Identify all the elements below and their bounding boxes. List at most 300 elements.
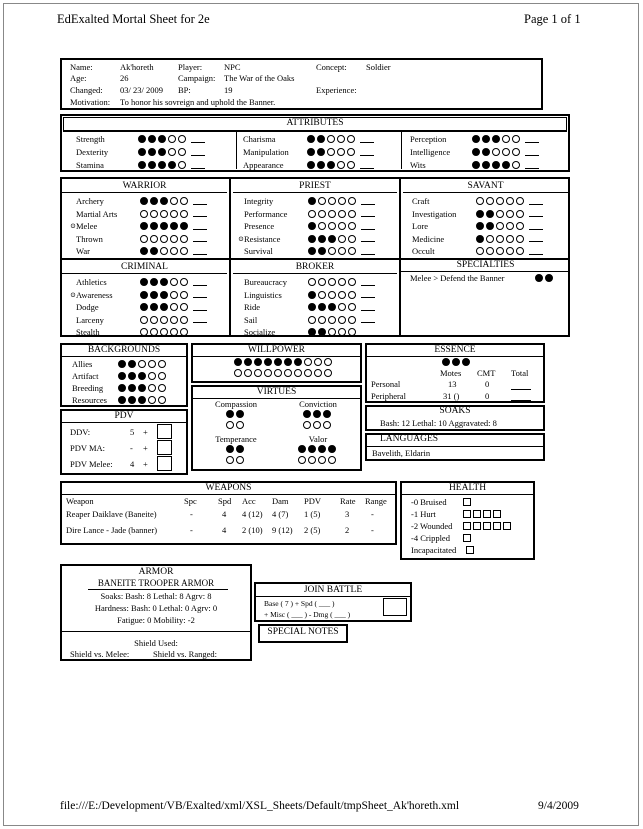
filled-dot[interactable] [150,303,158,311]
empty-dot[interactable] [338,316,346,324]
empty-dot[interactable] [158,396,166,404]
filled-dot[interactable] [140,222,148,230]
health-box[interactable] [463,498,471,506]
filled-dot[interactable] [476,222,484,230]
health-box[interactable] [483,522,491,530]
filled-dot[interactable] [472,148,480,156]
empty-dot[interactable] [160,328,168,336]
pdv-label: DDV: [70,427,91,437]
filled-dot[interactable] [318,247,326,255]
empty-dot[interactable] [318,316,326,324]
empty-dot[interactable] [492,148,500,156]
filled-dot[interactable] [462,358,470,366]
filled-dot[interactable] [307,135,315,143]
empty-dot[interactable] [486,197,494,205]
empty-dot[interactable] [328,456,336,464]
empty-dot[interactable] [158,372,166,380]
empty-dot[interactable] [348,278,356,286]
empty-dot[interactable] [348,235,356,243]
attribute-bonus-line[interactable] [191,149,205,156]
empty-dot[interactable] [324,358,332,366]
empty-dot[interactable] [338,247,346,255]
empty-dot[interactable] [170,303,178,311]
empty-dot[interactable] [274,369,282,377]
empty-dot[interactable] [284,369,292,377]
empty-dot[interactable] [516,197,524,205]
filled-dot[interactable] [244,358,252,366]
empty-dot[interactable] [148,372,156,380]
empty-dot[interactable] [348,197,356,205]
filled-dot[interactable] [545,274,553,282]
filled-dot[interactable] [160,197,168,205]
filled-dot[interactable] [318,328,326,336]
ability-bonus-line[interactable] [361,304,375,311]
empty-dot[interactable] [338,222,346,230]
empty-dot[interactable] [160,235,168,243]
filled-dot[interactable] [472,135,480,143]
ability-bonus-line[interactable] [193,329,207,336]
empty-dot[interactable] [314,358,322,366]
empty-dot[interactable] [140,235,148,243]
empty-dot[interactable] [486,247,494,255]
empty-dot[interactable] [180,210,188,218]
empty-dot[interactable] [180,197,188,205]
empty-dot[interactable] [170,197,178,205]
empty-dot[interactable] [496,197,504,205]
empty-dot[interactable] [254,369,262,377]
empty-dot[interactable] [303,421,311,429]
empty-dot[interactable] [347,161,355,169]
empty-dot[interactable] [170,328,178,336]
filled-dot[interactable] [328,303,336,311]
empty-dot[interactable] [158,384,166,392]
empty-dot[interactable] [318,278,326,286]
weapon-cell: Reaper Daiklave (Baneite) [66,509,157,519]
empty-dot[interactable] [180,291,188,299]
empty-dot[interactable] [338,328,346,336]
filled-dot[interactable] [118,396,126,404]
filled-dot[interactable] [502,161,510,169]
filled-dot[interactable] [476,210,484,218]
attribute-bonus-line[interactable] [360,136,374,143]
filled-dot[interactable] [308,291,316,299]
filled-dot[interactable] [170,222,178,230]
attribute-bonus-line[interactable] [360,162,374,169]
empty-dot[interactable] [308,456,316,464]
empty-dot[interactable] [348,222,356,230]
empty-dot[interactable] [170,278,178,286]
empty-dot[interactable] [338,278,346,286]
empty-dot[interactable] [328,278,336,286]
essence-peripheral-total-line [511,400,531,401]
filled-dot[interactable] [482,148,490,156]
empty-dot[interactable] [348,303,356,311]
empty-dot[interactable] [337,161,345,169]
filled-dot[interactable] [308,247,316,255]
filled-dot[interactable] [328,235,336,243]
empty-dot[interactable] [328,316,336,324]
empty-dot[interactable] [338,303,346,311]
ability-bonus-line[interactable] [361,329,375,336]
filled-dot[interactable] [234,358,242,366]
empty-dot[interactable] [328,210,336,218]
filled-dot[interactable] [452,358,460,366]
attribute-bonus-line[interactable] [525,149,539,156]
empty-dot[interactable] [506,247,514,255]
empty-dot[interactable] [496,222,504,230]
empty-dot[interactable] [140,210,148,218]
filled-dot[interactable] [140,197,148,205]
empty-dot[interactable] [178,135,186,143]
empty-dot[interactable] [318,210,326,218]
filled-dot[interactable] [486,222,494,230]
armor-name: BANEITE TROOPER ARMOR [97,578,215,588]
empty-dot[interactable] [486,235,494,243]
empty-dot[interactable] [502,148,510,156]
ability-row [238,301,375,313]
filled-dot[interactable] [307,148,315,156]
empty-dot[interactable] [180,328,188,336]
filled-dot[interactable] [160,278,168,286]
empty-dot[interactable] [512,161,520,169]
empty-dot[interactable] [476,197,484,205]
health-box[interactable] [483,510,491,518]
ability-bonus-line[interactable] [193,210,207,217]
filled-dot[interactable] [138,148,146,156]
filled-dot[interactable] [492,135,500,143]
filled-dot[interactable] [328,445,336,453]
empty-dot[interactable] [168,135,176,143]
empty-dot[interactable] [516,247,524,255]
ability-group-title: WARRIOR [122,181,167,191]
empty-dot[interactable] [516,222,524,230]
ability-bonus-line[interactable] [193,279,207,286]
ability-bonus-line[interactable] [193,198,207,205]
empty-dot[interactable] [476,247,484,255]
empty-dot[interactable] [140,328,148,336]
empty-dot[interactable] [496,210,504,218]
filled-dot[interactable] [118,360,126,368]
filled-dot[interactable] [140,278,148,286]
filled-dot[interactable] [303,410,311,418]
filled-dot[interactable] [308,235,316,243]
empty-dot[interactable] [170,291,178,299]
ability-bonus-line[interactable] [193,248,207,255]
weapon-cell: 4 (12) [242,509,263,519]
empty-dot[interactable] [180,247,188,255]
filled-dot[interactable] [128,372,136,380]
filled-dot[interactable] [128,384,136,392]
join-battle-total-box[interactable] [383,598,407,616]
filled-dot[interactable] [492,161,500,169]
empty-dot[interactable] [328,197,336,205]
empty-dot[interactable] [348,316,356,324]
filled-dot[interactable] [327,161,335,169]
pdv-bonus-box[interactable] [157,440,172,455]
ability-bonus-line[interactable] [361,210,375,217]
filled-dot[interactable] [318,235,326,243]
filled-dot[interactable] [236,410,244,418]
attribute-bonus-line[interactable] [525,162,539,169]
empty-dot[interactable] [264,369,272,377]
empty-dot[interactable] [328,247,336,255]
ability-row [238,195,375,207]
empty-dot[interactable] [180,303,188,311]
virtue-name: Compassion [214,399,258,409]
ability-bonus-line[interactable] [193,235,207,242]
filled-dot[interactable] [180,222,188,230]
empty-dot[interactable] [502,135,510,143]
empty-dot[interactable] [304,369,312,377]
health-box[interactable] [463,510,471,518]
empty-dot[interactable] [348,328,356,336]
empty-dot[interactable] [236,456,244,464]
empty-dot[interactable] [148,360,156,368]
empty-dot[interactable] [138,360,146,368]
filled-dot[interactable] [317,135,325,143]
filled-dot[interactable] [158,135,166,143]
filled-dot[interactable] [308,197,316,205]
filled-dot[interactable] [140,247,148,255]
health-box[interactable] [503,522,511,530]
filled-dot[interactable] [264,358,272,366]
pdv-bonus-box[interactable] [157,456,172,471]
empty-dot[interactable] [308,278,316,286]
filled-dot[interactable] [138,135,146,143]
filled-dot[interactable] [118,372,126,380]
ability-row [238,276,375,288]
empty-dot[interactable] [148,396,156,404]
empty-dot[interactable] [496,247,504,255]
empty-dot[interactable] [308,210,316,218]
empty-dot[interactable] [314,369,322,377]
empty-dot[interactable] [348,210,356,218]
empty-dot[interactable] [158,360,166,368]
filled-dot[interactable] [160,222,168,230]
empty-dot[interactable] [516,235,524,243]
empty-dot[interactable] [160,210,168,218]
health-box[interactable] [463,534,471,542]
ability-bonus-line[interactable] [361,291,375,298]
ability-bonus-line[interactable] [529,210,543,217]
ability-bonus-line[interactable] [529,248,543,255]
health-box[interactable] [493,522,501,530]
ability-bonus-line[interactable] [361,223,375,230]
empty-dot[interactable] [318,222,326,230]
ability-bonus-line[interactable] [361,316,375,323]
ability-bonus-line[interactable] [193,316,207,323]
filled-dot[interactable] [308,303,316,311]
ability-bonus-line[interactable] [361,248,375,255]
empty-dot[interactable] [244,369,252,377]
filled-dot[interactable] [308,328,316,336]
empty-dot[interactable] [298,456,306,464]
filled-dot[interactable] [318,445,326,453]
empty-dot[interactable] [328,291,336,299]
filled-dot[interactable] [150,291,158,299]
empty-dot[interactable] [180,278,188,286]
empty-dot[interactable] [318,456,326,464]
empty-dot[interactable] [140,316,148,324]
filled-dot[interactable] [482,161,490,169]
empty-dot[interactable] [324,369,332,377]
empty-dot[interactable] [180,235,188,243]
filled-dot[interactable] [284,358,292,366]
filled-dot[interactable] [118,384,126,392]
attribute-name: Stamina [76,160,104,170]
empty-dot[interactable] [506,210,514,218]
ability-bonus-line[interactable] [529,235,543,242]
filled-dot[interactable] [317,148,325,156]
empty-dot[interactable] [506,222,514,230]
filled-dot[interactable] [535,274,543,282]
empty-dot[interactable] [226,456,234,464]
filled-dot[interactable] [138,161,146,169]
empty-dot[interactable] [178,148,186,156]
empty-dot[interactable] [160,247,168,255]
empty-dot[interactable] [338,210,346,218]
empty-dot[interactable] [150,235,158,243]
filled-dot[interactable] [138,372,146,380]
empty-dot[interactable] [328,222,336,230]
ability-bonus-line[interactable] [193,291,207,298]
filled-dot[interactable] [138,384,146,392]
ability-bonus-line[interactable] [529,198,543,205]
empty-dot[interactable] [337,135,345,143]
empty-dot[interactable] [170,210,178,218]
empty-dot[interactable] [318,197,326,205]
health-box[interactable] [493,510,501,518]
filled-dot[interactable] [140,303,148,311]
empty-dot[interactable] [347,148,355,156]
attribute-bonus-line[interactable] [525,136,539,143]
filled-dot[interactable] [150,197,158,205]
empty-dot[interactable] [170,247,178,255]
empty-dot[interactable] [328,328,336,336]
ability-bonus-line[interactable] [529,223,543,230]
empty-dot[interactable] [170,316,178,324]
empty-dot[interactable] [323,421,331,429]
ability-bonus-line[interactable] [361,198,375,205]
empty-dot[interactable] [180,316,188,324]
empty-dot[interactable] [506,235,514,243]
empty-dot[interactable] [327,135,335,143]
ability-bonus-line[interactable] [193,304,207,311]
filled-dot[interactable] [298,445,306,453]
empty-dot[interactable] [294,369,302,377]
filled-dot[interactable] [148,148,156,156]
empty-dot[interactable] [150,210,158,218]
empty-dot[interactable] [150,316,158,324]
empty-dot[interactable] [338,197,346,205]
filled-dot[interactable] [160,303,168,311]
empty-dot[interactable] [512,135,520,143]
filled-dot[interactable] [158,148,166,156]
empty-dot[interactable] [178,161,186,169]
filled-dot[interactable] [442,358,450,366]
filled-dot[interactable] [150,278,158,286]
filled-dot[interactable] [294,358,302,366]
filled-dot[interactable] [138,396,146,404]
filled-dot[interactable] [482,135,490,143]
empty-dot[interactable] [160,316,168,324]
filled-dot[interactable] [323,410,331,418]
empty-dot[interactable] [506,197,514,205]
filled-dot[interactable] [150,247,158,255]
empty-dot[interactable] [148,384,156,392]
filled-dot[interactable] [472,161,480,169]
filled-dot[interactable] [307,161,315,169]
filled-dot[interactable] [313,410,321,418]
filled-dot[interactable] [308,445,316,453]
filled-dot[interactable] [318,303,326,311]
empty-dot[interactable] [150,328,158,336]
health-box[interactable] [466,546,474,554]
filled-dot[interactable] [226,445,234,453]
empty-dot[interactable] [226,421,234,429]
empty-dot[interactable] [496,235,504,243]
pdv-bonus-box[interactable] [157,424,172,439]
empty-dot[interactable] [338,235,346,243]
health-box[interactable] [463,522,471,530]
attribute-bonus-line[interactable] [191,136,205,143]
filled-dot[interactable] [150,222,158,230]
filled-dot[interactable] [236,445,244,453]
filled-dot[interactable] [254,358,262,366]
attribute-bonus-line[interactable] [191,162,205,169]
weapon-cell: - [190,509,193,519]
ability-bonus-line[interactable] [361,279,375,286]
filled-dot[interactable] [160,291,168,299]
empty-dot[interactable] [512,148,520,156]
filled-dot[interactable] [128,360,136,368]
attribute-bonus-line[interactable] [360,149,374,156]
empty-dot[interactable] [348,247,356,255]
empty-dot[interactable] [168,148,176,156]
filled-dot[interactable] [148,161,156,169]
health-box[interactable] [473,510,481,518]
empty-dot[interactable] [338,291,346,299]
filled-dot[interactable] [128,396,136,404]
empty-dot[interactable] [304,358,312,366]
empty-dot[interactable] [327,148,335,156]
empty-dot[interactable] [318,291,326,299]
empty-dot[interactable] [348,291,356,299]
empty-dot[interactable] [337,148,345,156]
empty-dot[interactable] [313,421,321,429]
empty-dot[interactable] [308,316,316,324]
ability-row [406,245,543,257]
filled-dot[interactable] [158,161,166,169]
filled-dot[interactable] [140,291,148,299]
empty-dot[interactable] [347,135,355,143]
filled-dot[interactable] [274,358,282,366]
empty-dot[interactable] [234,369,242,377]
empty-dot[interactable] [516,210,524,218]
health-box[interactable] [473,522,481,530]
filled-dot[interactable] [486,210,494,218]
empty-dot[interactable] [170,235,178,243]
filled-dot[interactable] [148,135,156,143]
empty-dot[interactable] [236,421,244,429]
ability-bonus-line[interactable] [361,235,375,242]
ability-bonus-line[interactable] [193,223,207,230]
filled-dot[interactable] [168,161,176,169]
filled-dot[interactable] [226,410,234,418]
filled-dot[interactable] [308,222,316,230]
filled-dot[interactable] [476,235,484,243]
filled-dot[interactable] [317,161,325,169]
